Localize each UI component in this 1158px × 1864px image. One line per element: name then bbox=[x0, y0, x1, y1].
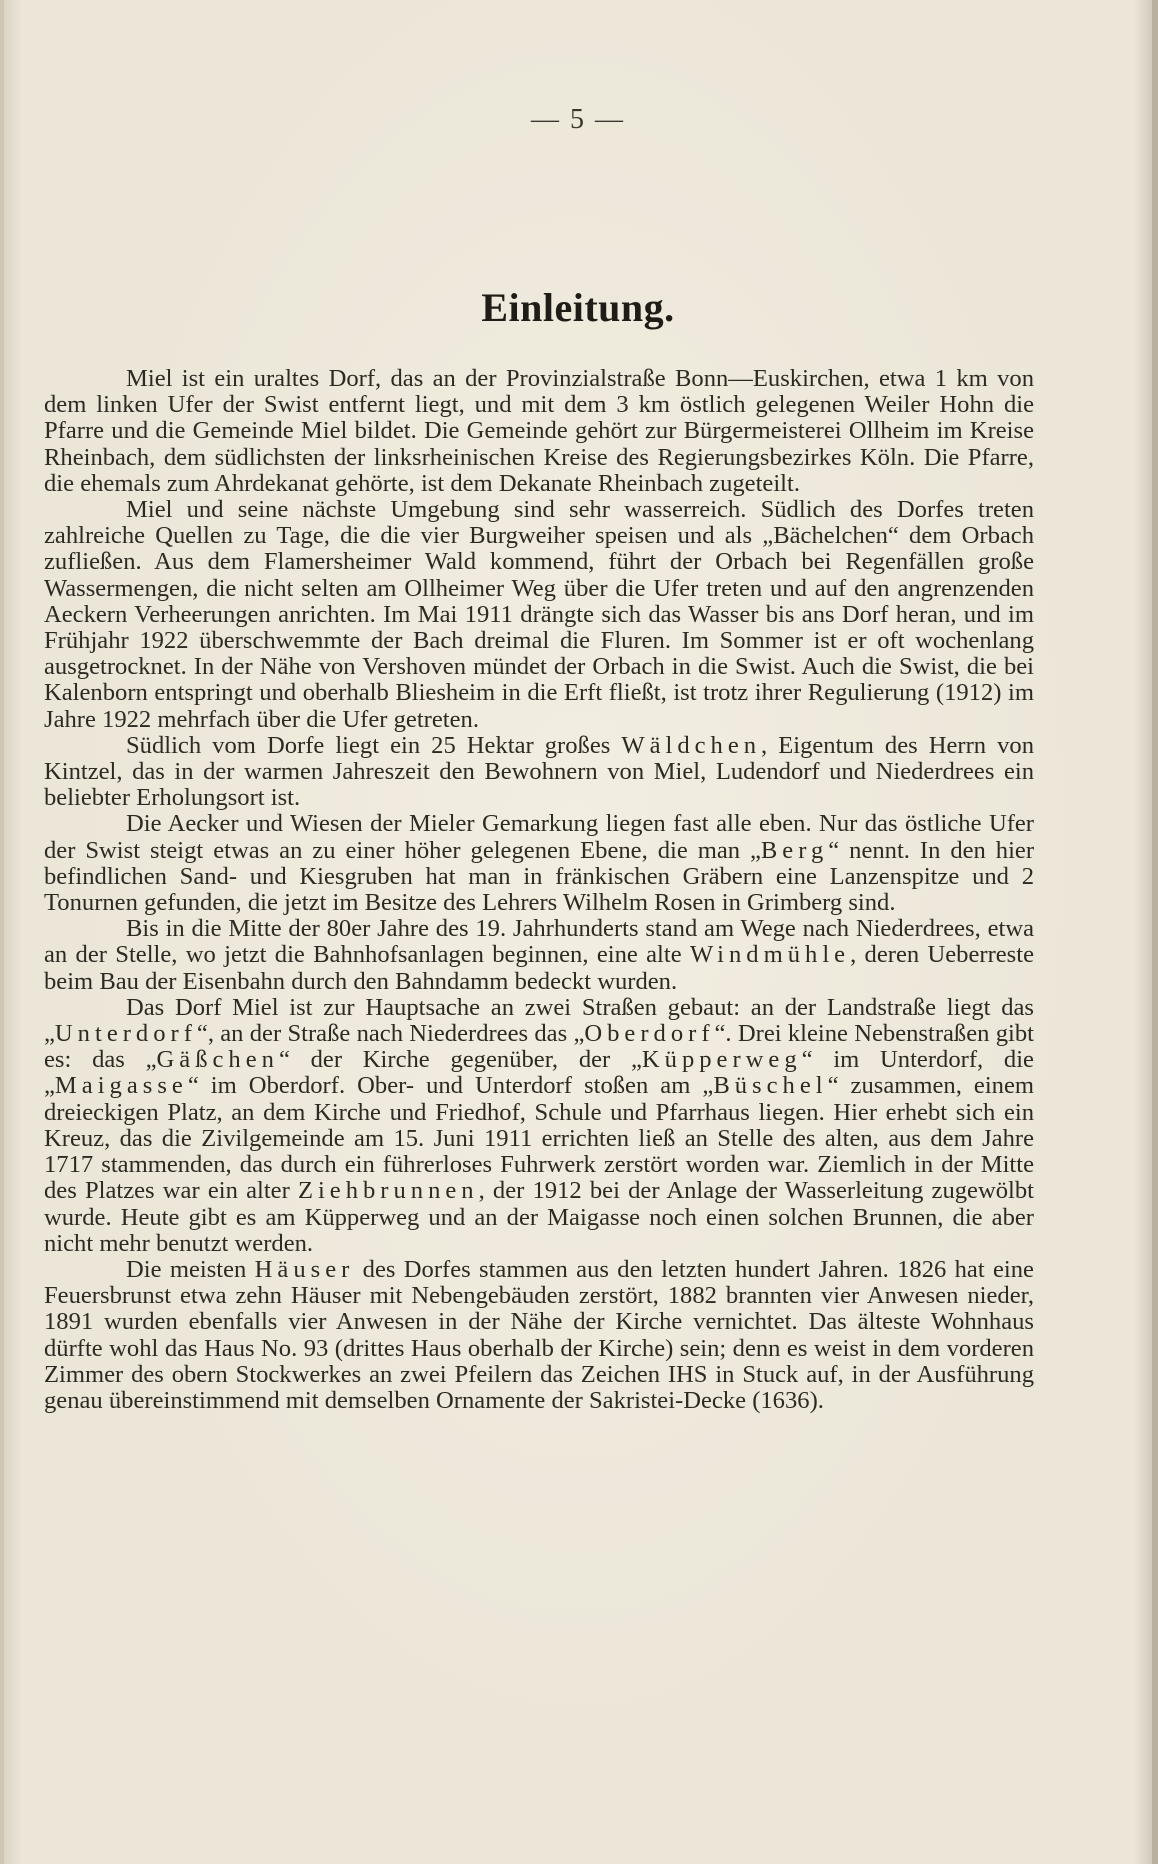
text-run: Bis in die Mitte der 80er Jahre des 19. Jahrhunderts stand am Wege nach Niederdrees, etwa an der Stelle, wo jetzt die Bahnhofsanlagen beginnen, eine alte bbox=[44, 915, 1034, 969]
paragraph-1 bbox=[44, 366, 1034, 497]
paragraph-3 bbox=[44, 733, 1034, 812]
text-run: Die Aecker und Wiesen der Mieler Gemarkung liegen fast alle eben. Nur das östliche Ufer der Swist steigt etwas an zu einer höher gelegenen Ebene, die man „ bbox=[44, 810, 1034, 864]
emphasized-term: Gäßchen bbox=[156, 1046, 279, 1074]
page-title: Einleitung. bbox=[481, 285, 675, 330]
emphasized-term: Oberdorf bbox=[584, 1020, 715, 1048]
text-run: Das Dorf Miel ist zur Hauptsache an zwei Straßen gebaut: an der Landstraße liegt das „ bbox=[44, 993, 1034, 1048]
emphasized-term: Berg bbox=[760, 836, 829, 864]
emphasized-term: Häuser bbox=[254, 1255, 355, 1283]
paragraph-5 bbox=[44, 916, 1034, 995]
text-run: Die meisten bbox=[126, 1255, 255, 1283]
page-number: — 5 — bbox=[531, 104, 625, 135]
body-text bbox=[44, 366, 1034, 1414]
text-run: “ zusammen, einem dreieckigen Platz, an dem Kirche und Friedhof, Schule und Pfarrhaus liegen. Hier erhebt sich ein Kreuz, das die Zivilgemeinde am 15. Juni 1911 errichten ließ an Stelle des alten, aus dem Jahre 1717 stammenden, das durch ein führerloses Fuhrwerk zerstört worden war. Ziemlich in der Mitte des Platzes war ein alter bbox=[44, 1072, 1035, 1205]
text-run: “ der Kirche gegenüber, der „ bbox=[278, 1046, 642, 1074]
paragraph-6 bbox=[44, 995, 1034, 1257]
text-run: , deren Ueberreste beim Bau der Eisenbahn durch den Bahndamm bedeckt wurden. bbox=[44, 941, 1034, 995]
emphasized-term: Unterdorf bbox=[54, 1020, 197, 1048]
emphasized-term: Ziehbrunnen bbox=[297, 1177, 479, 1205]
text-run: , Eigentum des Herrn von Kintzel, das in der warmen Jahreszeit den Bewohnern von Miel, Ludendorf und Niederdrees ein beliebter Erholungsort ist. bbox=[44, 731, 1034, 812]
text-run: Miel und seine nächste Umgebung sind sehr wasserreich. Südlich des Dorfes treten zahlreiche Quellen zu Tage, die die vier Burgweiher speisen und als „Bächelchen“ dem Orbach zufließen. Aus dem Flamersheimer Wald kommend, führt der Orbach bei Regenfällen große Wassermengen, die nicht selten am Ollheimer Weg über die Ufer treten und auf den angrenzenden Aeckern Verheerungen anrichten. Im Mai 1911 drängte sich das Wasser bis ans Dorf heran, und im Frühjahr 1922 überschwemmte der Bach dreimal die Fluren. Im Sommer ist er oft wochenlang ausgetrocknet. In der Nähe von Vershoven mündet der Orbach in die Swist. Auch die Swist, die bei Kalenborn entspringt und oberhalb Bliesheim in die Erft fließt, ist trotz ihrer Regulierung (1912) im Jahre 1922 mehrfach über die Ufer getreten. bbox=[44, 496, 1034, 733]
emphasized-term: Wäldchen bbox=[621, 731, 762, 759]
text-run: “, an der Straße nach Niederdrees das „ bbox=[196, 1020, 585, 1048]
emphasized-term: Büschel bbox=[713, 1072, 828, 1100]
emphasized-term: Maigasse bbox=[54, 1072, 188, 1100]
paragraph-4 bbox=[44, 811, 1034, 916]
paragraph-2 bbox=[44, 497, 1034, 733]
text-run: Südlich vom Dorfe liegt ein 25 Hektar großes bbox=[126, 731, 622, 759]
emphasized-term: Windmühle bbox=[689, 941, 851, 969]
text-run: “ im Unterdorf, die „ bbox=[44, 1046, 1034, 1100]
emphasized-term: Küpperweg bbox=[641, 1046, 802, 1074]
text-run: des Dorfes stammen aus den letzten hundert Jahren. 1826 hat eine Feuersbrunst etwa zehn Häuser mit Nebengebäuden zerstört, 1882 brannten vier Anwesen nieder, 1891 wurden ebenfalls vier Anwesen in der Nähe der Kirche vernichtet. Das älteste Wohnhaus dürfte wohl das Haus No. 93 (drittes Haus oberhalb der Kirche) sein; denn es weist in dem vorderen Zimmer des obern Stockwerkes an zwei Pfeilern das Zeichen IHS in Stuck auf, in der Ausführung genau übereinstimmend mit demselben Ornamente der Sakristei-Decke (1636). bbox=[44, 1255, 1034, 1414]
text-run: “ im Oberdorf. Ober- und Unterdorf stoßen am „ bbox=[187, 1072, 714, 1100]
text-run: , der 1912 bei der Anlage der Wasserleitung zugewölbt wurde. Heute gibt es am Küpperweg und an der Maigasse noch einen solchen Brunnen, die aber nicht mehr benutzt werden. bbox=[44, 1177, 1034, 1257]
paragraph-7 bbox=[44, 1257, 1034, 1414]
text-run: Miel ist ein uraltes Dorf, das an der Provinzialstraße Bonn—Euskirchen, etwa 1 km von dem linken Ufer der Swist entfernt liegt, und mit dem 3 km östlich gelegenen Weiler Hohn die Pfarre und die Gemeinde Miel bildet. Die Gemeinde gehört zur Bürgermeisterei Ollheim im Kreise Rheinbach, dem südlichsten der linksrheinischen Kreise des Regierungsbezirkes Köln. Die Pfarre, die ehemals zum Ahrdekanat gehörte, ist dem Dekanate Rheinbach zugeteilt. bbox=[44, 365, 1034, 497]
text-run: “. Drei kleine Nebenstraßen gibt es: das „ bbox=[44, 1020, 1034, 1074]
text-run: “ nennt. In den hier befindlichen Sand- und Kiesgruben hat man in fränkischen Gräbern eine Lanzenspitze und 2 Tonurnen gefunden, die jetzt im Besitze des Lehrers Wilhelm Rosen in Grimberg sind. bbox=[44, 836, 1035, 917]
